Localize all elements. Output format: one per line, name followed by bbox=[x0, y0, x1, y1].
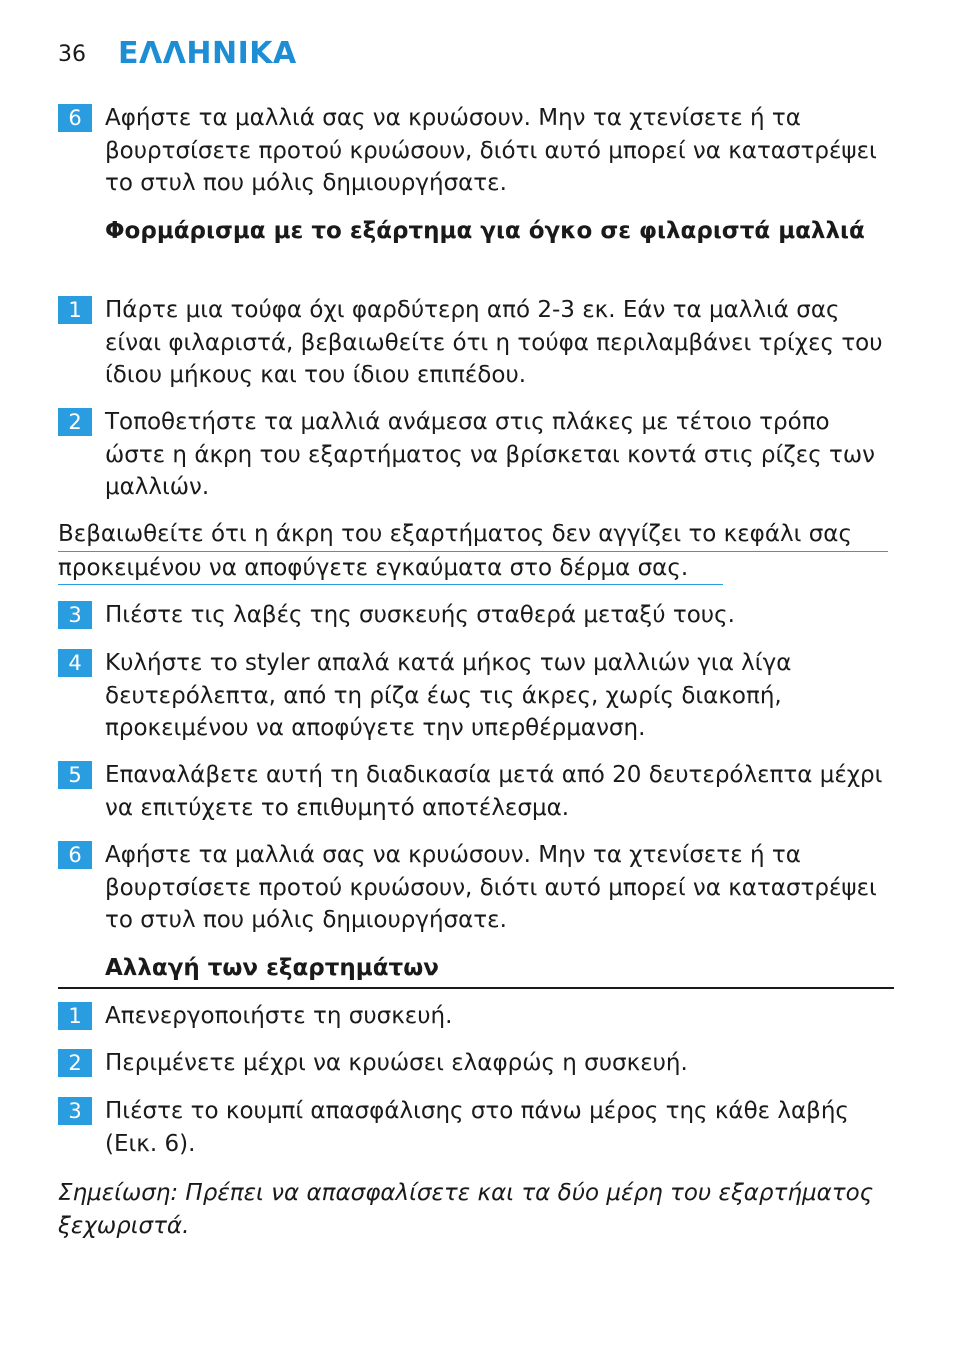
step-text: Επαναλάβετε αυτή τη διαδικασία μετά από 20 δευτερόλεπτα μέχρι να επιτύχετε το επιθυμητό αποτέλεσμα. bbox=[105, 762, 883, 821]
list-item bbox=[58, 759, 894, 824]
step-number-badge: 3 bbox=[58, 1097, 92, 1125]
list-item bbox=[58, 294, 894, 392]
section-heading: Φορμάρισμα με το εξάρτημα για όγκο σε φιλαριστά μαλλιά bbox=[105, 218, 865, 244]
list-item bbox=[58, 406, 894, 504]
step-number-badge: 3 bbox=[58, 601, 92, 629]
warning-line: Βεβαιωθείτε ότι η άκρη του εξαρτήματος δεν αγγίζει το κεφάλι σας bbox=[58, 518, 888, 552]
warning-text bbox=[58, 518, 888, 585]
step-text: Απενεργοποιήστε τη συσκευή. bbox=[105, 1003, 453, 1029]
step-text: Πάρτε μια τούφα όχι φαρδύτερη από 2-3 εκ. Εάν τα μαλλιά σας είναι φιλαριστά, βεβαιωθείτε ότι η τούφα περιλαμβάνει τρίχες του ίδιου μήκους και του ίδιου επιπέδου. bbox=[105, 297, 883, 388]
step-text: Πιέστε τις λαβές της συσκευής σταθερά μεταξύ τους. bbox=[105, 602, 735, 628]
section-heading: Αλλαγή των εξαρτημάτων bbox=[105, 955, 439, 981]
step-number-badge: 2 bbox=[58, 1049, 92, 1077]
step-text: Αφήστε τα μαλλιά σας να κρυώσουν. Μην τα χτενίσετε ή τα βουρτσίσετε προτού κρυώσουν, διότι αυτό μπορεί να καταστρέψει το στυλ που μόλις δημιουργήσατε. bbox=[105, 105, 877, 196]
step-text: Πιέστε το κουμπί απασφάλισης στο πάνω μέρος της κάθε λαβής (Εικ. 6). bbox=[105, 1098, 849, 1157]
step-number-badge: 2 bbox=[58, 408, 92, 436]
section-divider bbox=[58, 987, 894, 989]
step-number-badge: 4 bbox=[58, 649, 92, 677]
step-number-badge: 5 bbox=[58, 761, 92, 789]
list-item bbox=[58, 599, 894, 632]
step-number-badge: 6 bbox=[58, 841, 92, 869]
step-number-badge: 6 bbox=[58, 104, 92, 132]
list-item bbox=[58, 647, 894, 745]
step-text: Περιμένετε μέχρι να κρυώσει ελαφρώς η συσκευή. bbox=[105, 1050, 688, 1076]
list-item bbox=[58, 1095, 894, 1160]
list-item bbox=[58, 1000, 894, 1033]
step-text: Τοποθετήστε τα μαλλιά ανάμεσα στις πλάκες με τέτοιο τρόπο ώστε η άκρη του εξαρτήματος να βρίσκεται κοντά στις ρίζες των μαλλιών. bbox=[105, 409, 875, 500]
list-item bbox=[58, 839, 894, 937]
list-item bbox=[58, 102, 894, 200]
step-text: Αφήστε τα μαλλιά σας να κρυώσουν. Μην τα χτενίσετε ή τα βουρτσίσετε προτού κρυώσουν, διότι αυτό μπορεί να καταστρέψει το στυλ που μόλις δημιουργήσατε. bbox=[105, 842, 877, 933]
step-number-badge: 1 bbox=[58, 296, 92, 324]
warning-line: προκειμένου να αποφύγετε εγκαύματα στο δέρμα σας. bbox=[58, 552, 723, 586]
page-number: 36 bbox=[58, 42, 86, 67]
note-text: Σημείωση: Πρέπει να απασφαλίσετε και τα δύο μέρη του εξαρτήματος ξεχωριστά. bbox=[58, 1180, 874, 1239]
step-text: Κυλήστε το styler απαλά κατά μήκος των μαλλιών για λίγα δευτερόλεπτα, από τη ρίζα έως τις άκρες, χωρίς διακοπή, προκειμένου να αποφύγετε την υπερθέρμανση. bbox=[105, 650, 792, 741]
step-number-badge: 1 bbox=[58, 1002, 92, 1030]
language-heading: ΕΛΛΗΝΙΚΑ bbox=[118, 36, 297, 71]
list-item bbox=[58, 1047, 894, 1080]
